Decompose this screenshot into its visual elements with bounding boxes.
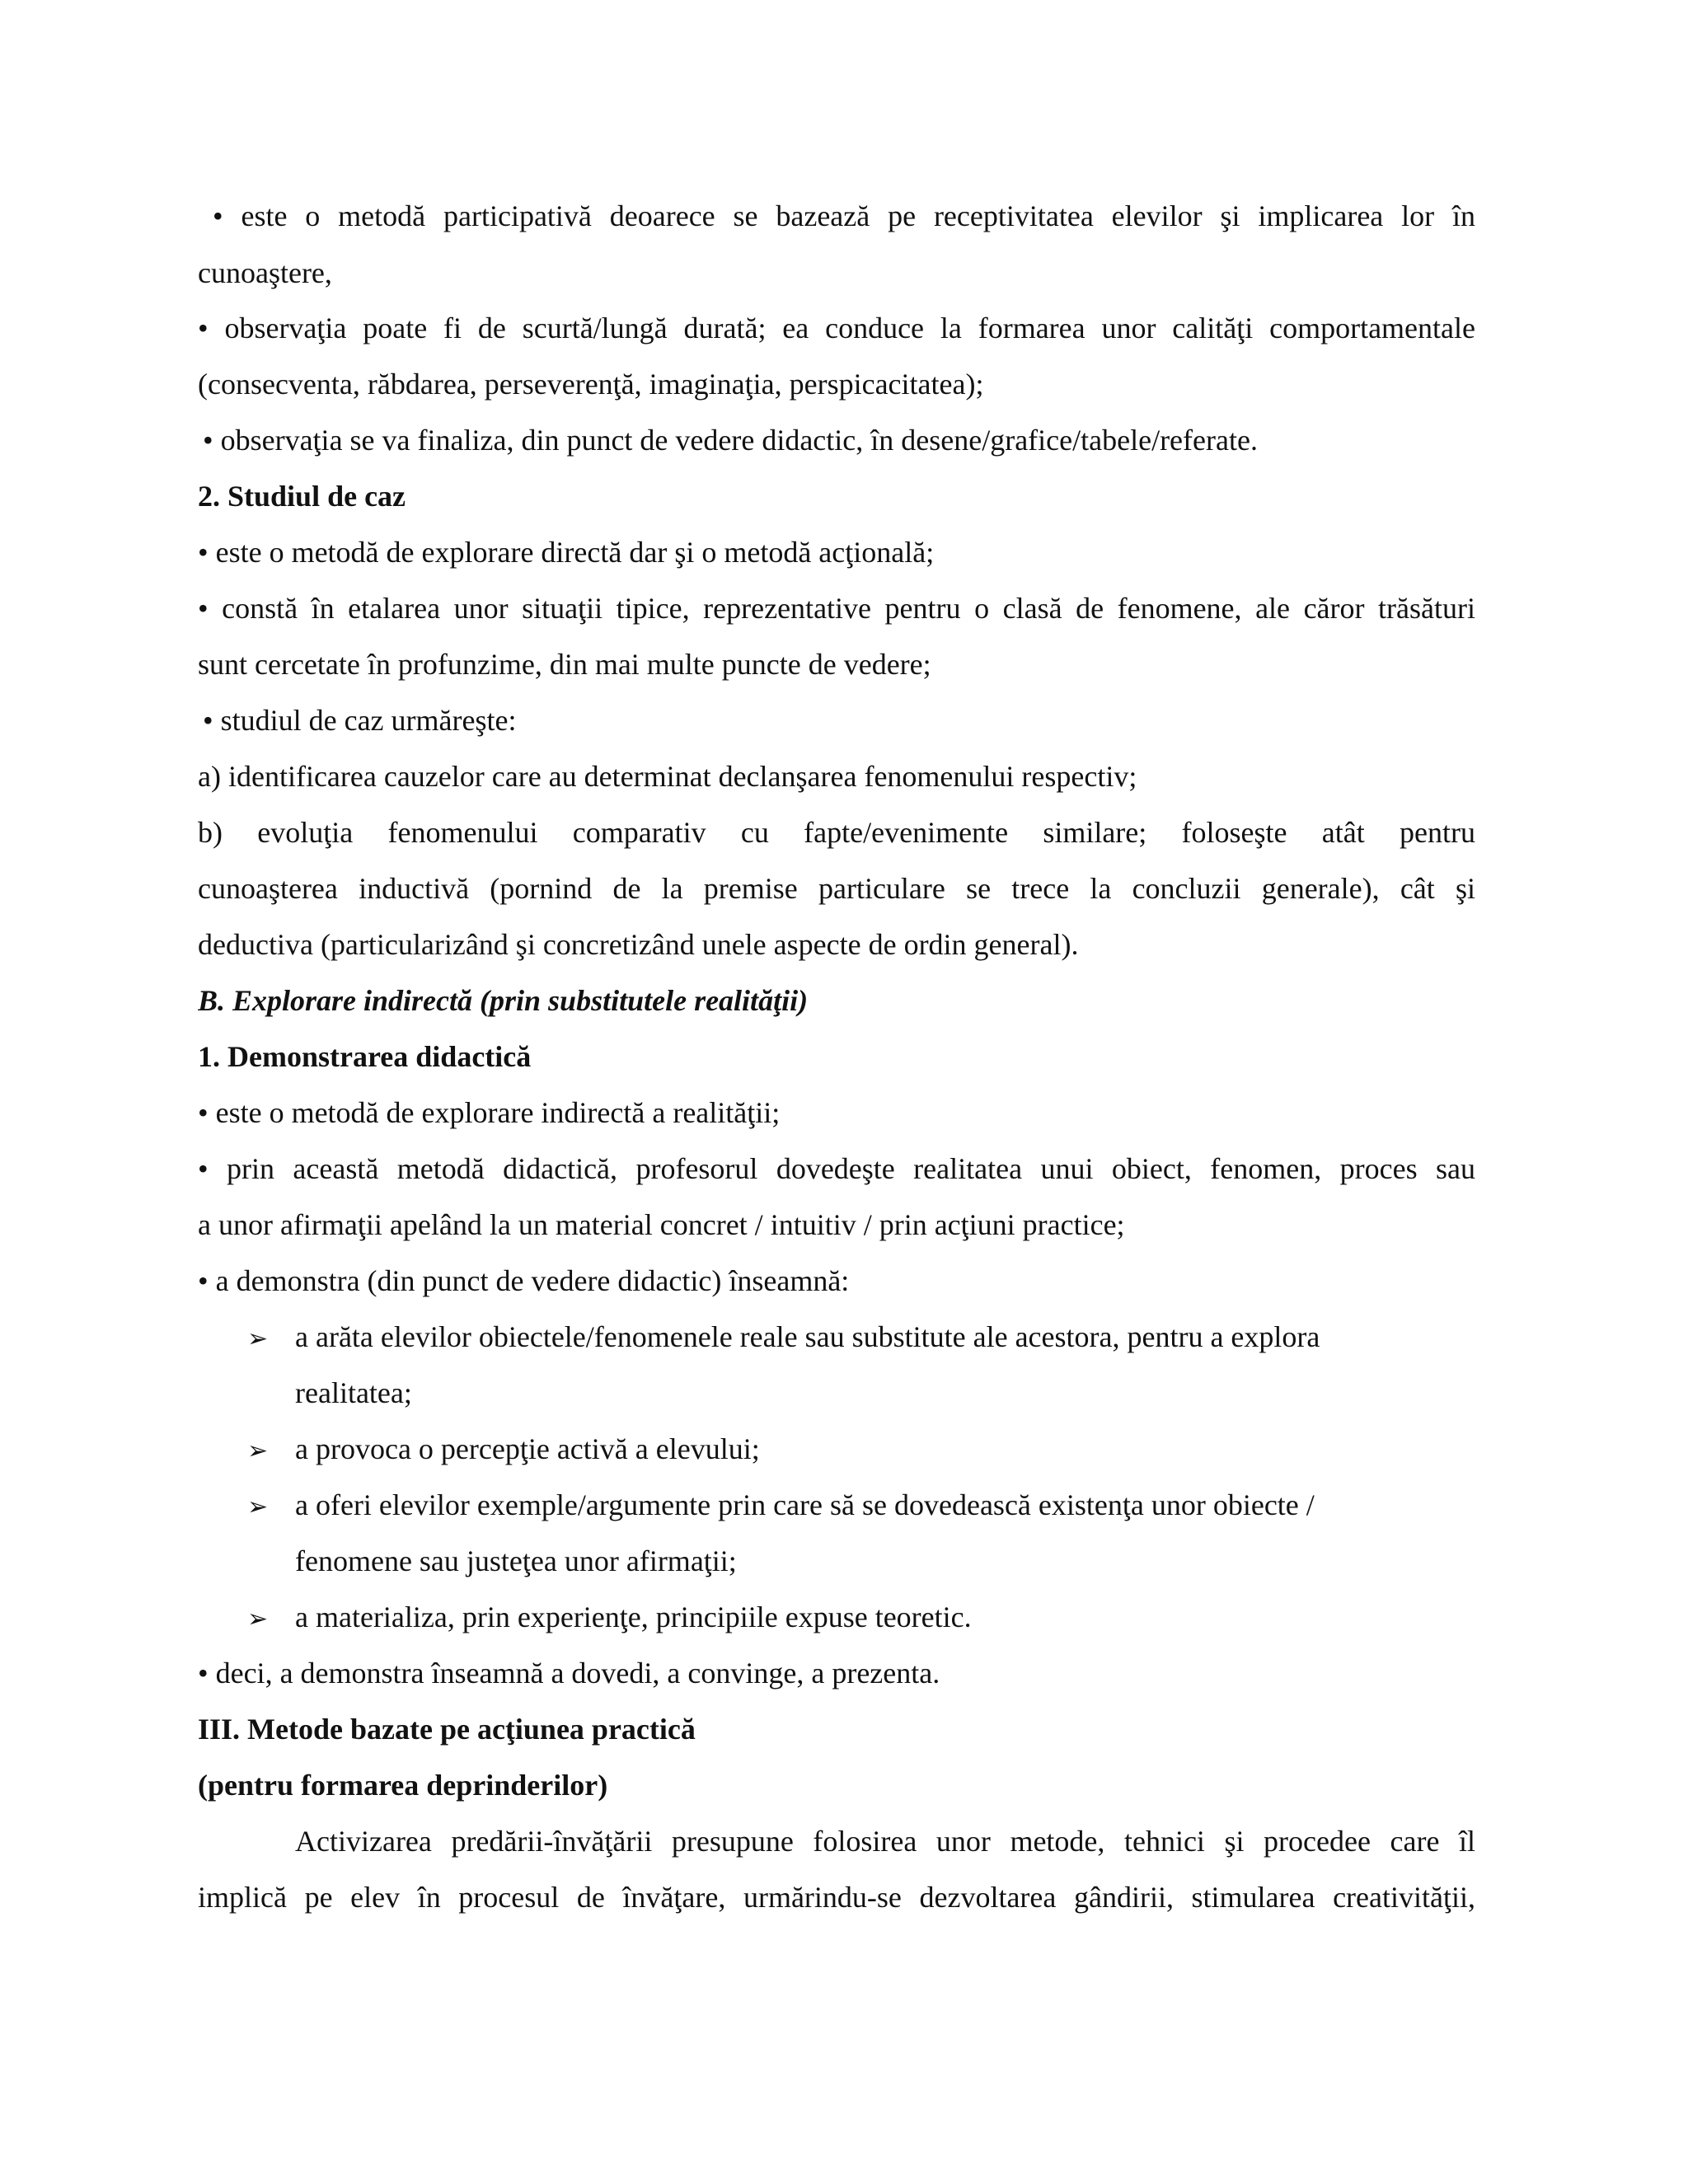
- text-line: a) identificarea cauzelor care au determinat declanşarea fenomenului respectiv;: [198, 760, 1137, 793]
- section-heading: B. Explorare indirectă (prin substitutele realităţii): [198, 984, 809, 1017]
- text-line: deductiva (particularizând şi concretizând unele aspecte de ordin general).: [198, 928, 1079, 961]
- bullet-line: • este o metodă de explorare indirectă a realităţii;: [198, 1096, 781, 1129]
- text-line: cunoaşterea inductivă (pornind de la premise particulare se trece la concluzii generale), cât şi: [198, 872, 1475, 905]
- arrow-bullet-icon: ➢: [247, 1605, 269, 1633]
- arrow-list-item: [247, 1316, 1475, 1357]
- arrow-list-item: [247, 1596, 1475, 1638]
- list-item-text: a materializa, prin experienţe, principiile expuse teoretic.: [295, 1601, 972, 1633]
- text-line: cunoaştere,: [198, 256, 332, 289]
- bullet-line: • prin această metodă didactică, profesorul dovedeşte realitatea unui obiect, fenomen, proces sau: [198, 1152, 1475, 1185]
- section-heading: III. Metode bazate pe acţiunea practică: [198, 1713, 696, 1746]
- list-item-text: a arăta elevilor obiectele/fenomenele reale sau substitute ale acestora, pentru a explora: [295, 1320, 1320, 1353]
- bullet-line: • deci, a demonstra înseamnă a dovedi, a convinge, a prezenta.: [198, 1657, 940, 1690]
- text-line: sunt cercetate în profunzime, din mai multe puncte de vedere;: [198, 648, 931, 681]
- arrow-list-item: [247, 1484, 1475, 1526]
- arrow-bullet-icon: ➢: [247, 1324, 269, 1353]
- text-line: implică pe elev în procesul de învăţare, urmărindu-se dezvoltarea gândirii, stimularea creativităţii,: [198, 1881, 1475, 1914]
- text-line: a unor afirmaţii apelând la un material concret / intuitiv / prin acţiuni practice;: [198, 1208, 1125, 1241]
- text-line: b) evoluţia fenomenului comparativ cu fapte/evenimente similare; foloseşte atât pentru: [198, 816, 1475, 849]
- list-item-text: a oferi elevilor exemple/argumente prin care să se dovedească existenţa unor obiecte /: [295, 1488, 1315, 1521]
- section-subheading: (pentru formarea deprinderilor): [198, 1769, 608, 1802]
- section-heading: 2. Studiul de caz: [198, 480, 406, 513]
- list-item-text: a provoca o percepţie activă a elevului;: [295, 1432, 760, 1465]
- arrow-bullet-icon: ➢: [247, 1436, 269, 1465]
- bullet-line: • observaţia se va finaliza, din punct de vedere didactic, în desene/grafice/tabele/referate.: [203, 424, 1258, 457]
- bullet-line: • este o metodă de explorare directă dar şi o metodă acţională;: [198, 536, 935, 569]
- bullet-line: • studiul de caz urmăreşte:: [203, 704, 517, 737]
- arrow-bullet-icon: ➢: [247, 1493, 269, 1521]
- arrow-list-item: [247, 1428, 1475, 1469]
- list-item-continuation: fenomene sau justeţea unor afirmaţii;: [295, 1544, 737, 1577]
- bullet-line: • constă în etalarea unor situaţii tipice, reprezentative pentru o clasă de fenomene, ale căror trăsături: [198, 592, 1475, 625]
- bullet-line: • a demonstra (din punct de vedere didactic) înseamnă:: [198, 1264, 850, 1297]
- list-item-continuation: realitatea;: [295, 1376, 412, 1409]
- paragraph-first-line: Activizarea predării-învăţării presupune folosirea unor metode, tehnici şi procedee care îl: [295, 1825, 1475, 1858]
- text-line: (consecventa, răbdarea, perseverenţă, imaginaţia, perspicacitatea);: [198, 368, 984, 401]
- section-heading: 1. Demonstrarea didactică: [198, 1040, 532, 1073]
- bullet-line: • este o metodă participativă deoarece se bazează pe receptivitatea elevilor şi implicarea lor în: [213, 199, 1475, 232]
- bullet-line: • observaţia poate fi de scurtă/lungă durată; ea conduce la formarea unor calităţi comportamentale: [198, 312, 1475, 344]
